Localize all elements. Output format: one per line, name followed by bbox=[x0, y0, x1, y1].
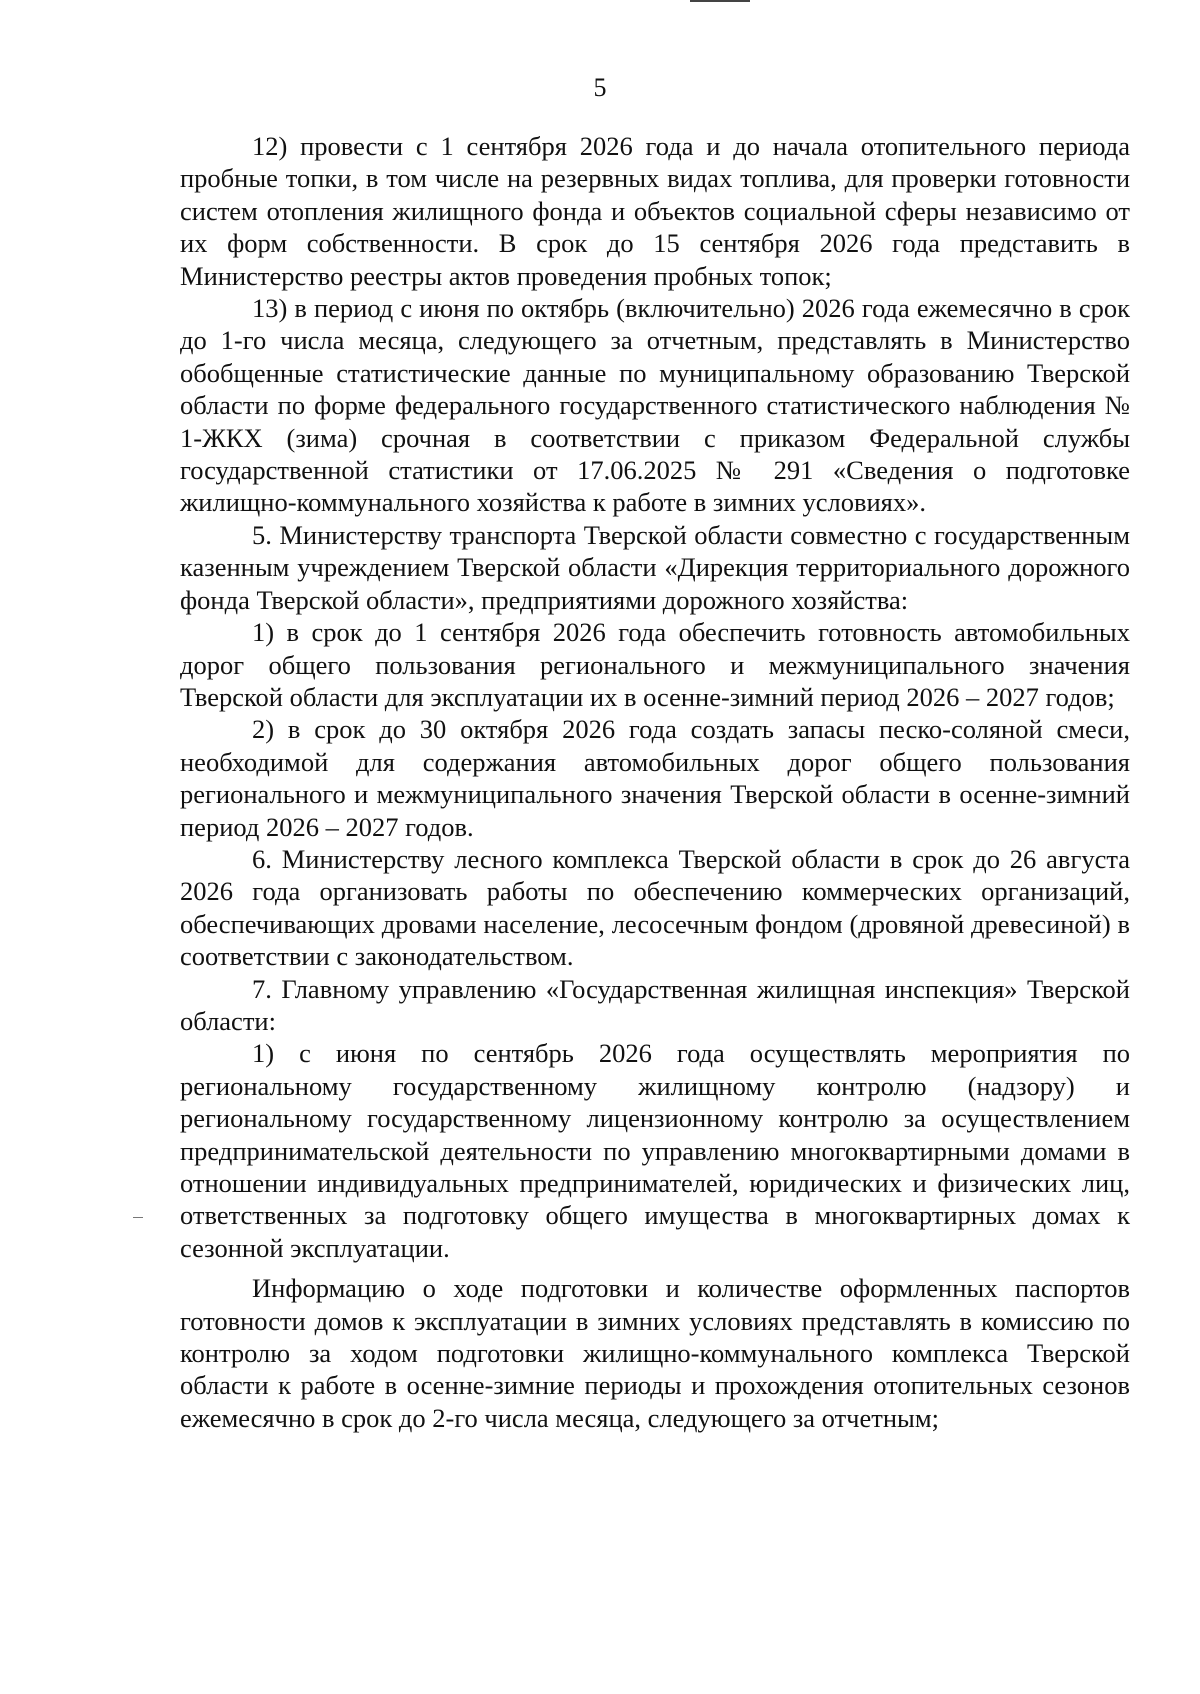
paragraph-item-12: 12) провести с 1 сентября 2026 года и до начала отопительного периода пробные топки, в том числе на резервных видах топлива, для проверки готовности систем отопления жилищного фонда и объектов социальной сферы независимо от их форм собственности. В срок до 15 сентября 2026 года представить в Министерство реестры актов проведения пробных топок; bbox=[180, 131, 1130, 291]
paragraph-section-5-item-1: 1) в срок до 1 сентября 2026 года обеспечить готовность автомобильных дорог общего пользования регионального и межмуниципального значения Тверской области для эксплуатации их в осенне-зимний период 2026 – 2027 годов; bbox=[180, 617, 1130, 712]
paragraph-section-5: 5. Министерству транспорта Тверской области совместно с государственным казенным учреждением Тверской области «Дирекция территориального дорожного фонда Тверской области», предприятиями дорожного хозяйства: bbox=[180, 519, 1130, 615]
document-body bbox=[180, 130, 1130, 1434]
paragraph-section-6: 6. Министерству лесного комплекса Тверской области в срок до 26 августа 2026 года организовать работы по обеспечению коммерческих организаций, обеспечивающих дровами население, лесосечным фондом (дровяной древесиной) в соответствии с законодательством. bbox=[180, 843, 1130, 972]
page-number: 5 bbox=[593, 73, 607, 102]
scan-edge-mark bbox=[690, 0, 750, 2]
paragraph-section-5-item-2: 2) в срок до 30 октября 2026 года создать запасы песко-соляной смеси, необходимой для содержания автомобильных дорог общего пользования регионального и межмуниципального значения Тверской области в осенне-зимний период 2026 – 2027 годов. bbox=[180, 714, 1130, 842]
paragraph-item-13: 13) в период с июня по октябрь (включительно) 2026 года ежемесячно в срок до 1-го числа месяца, следующего за отчетным, представлять в Министерство обобщенные статистические данные по муниципальному образованию Тверской области по форме федерального государственного статистического наблюдения № 1-ЖКХ (зима) срочная в соответствии с приказом Федеральной службы государственной статистики от 17.06.2025 № 291 «Сведения о подготовке жилищно-коммунального хозяйства к работе в зимних условиях». bbox=[180, 293, 1130, 518]
scan-artifact-mark bbox=[133, 1217, 143, 1218]
paragraph-information: Информацию о ходе подготовки и количестве оформленных паспортов готовности домов к эксплуатации в зимних условиях представлять в комиссию по контролю за ходом подготовки жилищно-коммунального комплекса Тверской области к работе в осенне-зимние периоды и прохождения отопительных сезонов ежемесячно в срок до 2-го числа месяца, следующего за отчетным; bbox=[180, 1273, 1130, 1433]
paragraph-section-7: 7. Главному управлению «Государственная жилищная инспекция» Тверской области: bbox=[180, 973, 1130, 1036]
paragraph-section-7-item-1: 1) с июня по сентябрь 2026 года осуществлять мероприятия по региональному государственному жилищному контролю (надзору) и региональному государственному лицензионному контролю за осуществлением предпринимательской деятельности по управлению многоквартирными домами в отношении индивидуальных предпринимателей, юридических и физических лиц, ответственных за подготовку общего имущества в многоквартирных домах к сезонной эксплуатации. bbox=[180, 1038, 1130, 1263]
